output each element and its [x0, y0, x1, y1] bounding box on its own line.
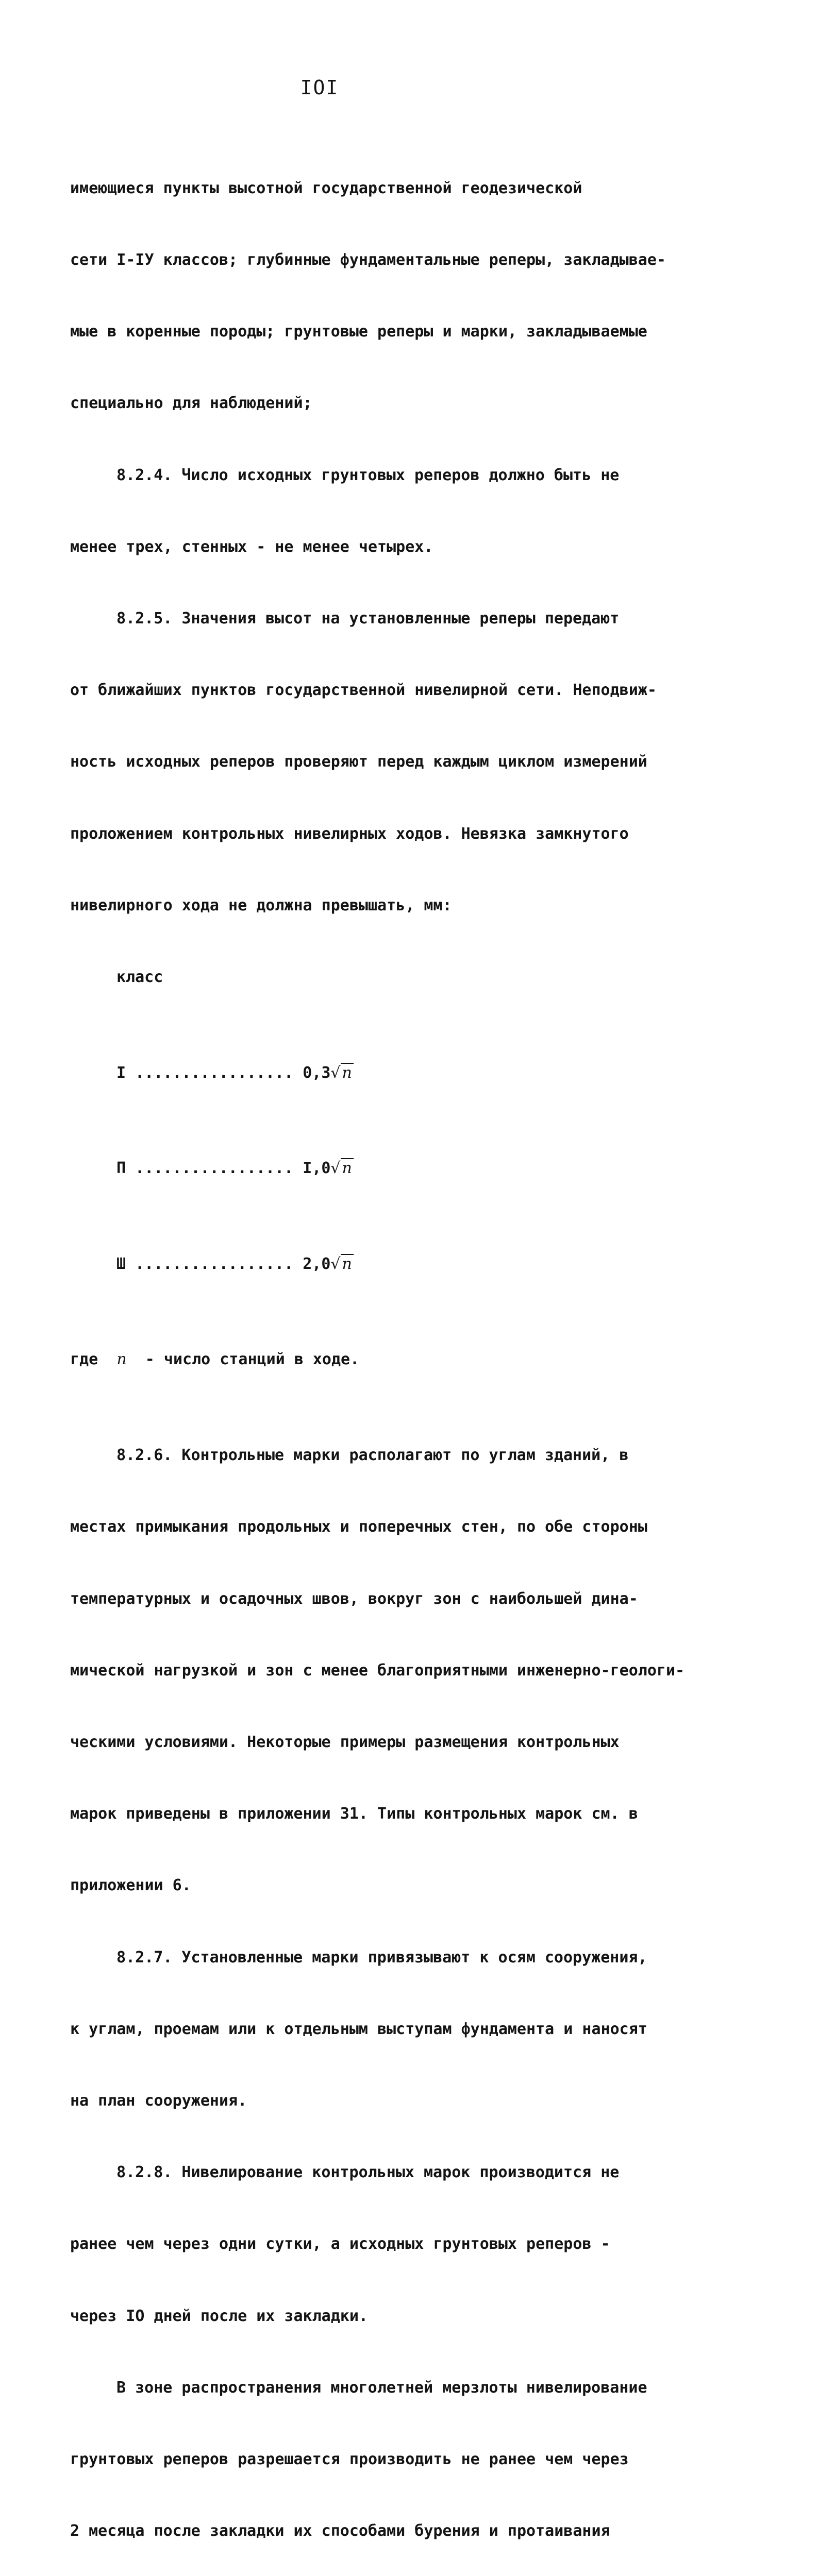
- paragraph-8-2-5: 8.2.5. Значения высот на установленные реперы передают: [116, 609, 620, 628]
- leader-dots: .................: [126, 1063, 303, 1082]
- text-line: проложением контрольных нивелирных ходов. Невязка замкнутого: [70, 824, 629, 843]
- text-line: приложении 6.: [70, 1876, 191, 1895]
- text-line: температурных и осадочных швов, вокруг зон с наибольшей дина-: [70, 1589, 638, 1608]
- radical-sign: √: [330, 1159, 341, 1178]
- coefficient: 0,3: [303, 1063, 331, 1082]
- text-line: от ближайших пунктов государственной нивелирной сети. Неподвиж-: [70, 681, 657, 700]
- text-line: ность исходных реперов проверяют перед каждым циклом измерений: [70, 753, 647, 771]
- text-line: местах примыкания продольных и поперечных стен, по обе стороны: [70, 1518, 647, 1536]
- text-line: мые в коренные породы; грунтовые реперы и марки, закладываемые: [70, 323, 647, 341]
- text-line: через IO дней после их закладки.: [70, 2307, 368, 2325]
- page-number: IOI: [300, 76, 339, 99]
- leader-dots: .................: [126, 1159, 303, 1178]
- where-line: [70, 1348, 720, 1371]
- variable-n: n: [341, 1254, 354, 1273]
- text-line: сети I-IУ классов; глубинные фундаментальные реперы, закладывае-: [70, 251, 666, 269]
- tolerance-row-class-2: [70, 1157, 720, 1180]
- square-root-symbol: [330, 1252, 353, 1276]
- text-line: ческими условиями. Некоторые примеры размещения контрольных: [70, 1733, 620, 1751]
- paragraph-8-2-7: 8.2.7. Установленные марки привязывают к осям сооружения,: [116, 1948, 647, 1967]
- tolerance-row-class-1: [70, 1061, 720, 1085]
- text-line: специально для наблюдений;: [70, 394, 312, 413]
- variable-n: n: [116, 1350, 127, 1369]
- square-root-symbol: [330, 1061, 353, 1085]
- text-line: 2 месяца после закладки их способами бурения и протаивания: [70, 2522, 610, 2540]
- leader-dots: .................: [126, 1255, 303, 1273]
- radical-sign: √: [330, 1255, 341, 1273]
- text-line: марок приведены в приложении 31. Типы контрольных марок см. в: [70, 1805, 638, 1823]
- paragraph-8-2-8: 8.2.8. Нивелирование контрольных марок производится не: [116, 2163, 620, 2182]
- text-line: нивелирного хода не должна превышать, мм:: [70, 896, 452, 914]
- coefficient: I,0: [303, 1159, 331, 1178]
- table-header-class: класс: [116, 968, 163, 987]
- text-line: на план сооружения.: [70, 2091, 247, 2110]
- text-line: ранее чем через одни сутки, а исходных грунтовых реперов -: [70, 2235, 610, 2253]
- text-line: к углам, проемам или к отдельным выступам фундамента и наносят: [70, 2020, 647, 2038]
- class-label: I: [116, 1063, 126, 1082]
- body-text: [70, 129, 720, 2576]
- square-root-symbol: [330, 1157, 353, 1180]
- paragraph-8-2-6: 8.2.6. Контрольные марки располагают по углам зданий, в: [116, 1446, 629, 1465]
- where-prefix: где: [70, 1350, 117, 1369]
- variable-n: n: [341, 1063, 354, 1082]
- coefficient: 2,0: [303, 1255, 331, 1273]
- class-label: П: [116, 1159, 126, 1178]
- text-line: имеющиеся пункты высотной государственной геодезической: [70, 179, 582, 197]
- where-suffix: - число станций в ходе.: [126, 1350, 360, 1369]
- paragraph-permafrost: В зоне распространения многолетней мерзлоты нивелирование: [116, 2378, 647, 2397]
- text-line: грунтовых реперов разрешается производить не ранее чем через: [70, 2450, 629, 2468]
- class-label: Ш: [116, 1255, 126, 1273]
- radical-sign: √: [330, 1063, 341, 1082]
- text-line: менее трех, стенных - не менее четырех.: [70, 537, 433, 556]
- tolerance-row-class-3: [70, 1252, 720, 1276]
- variable-n: n: [341, 1158, 354, 1177]
- text-line: мической нагрузкой и зон с менее благоприятными инженерно-геологи-: [70, 1661, 685, 1680]
- paragraph-8-2-4: 8.2.4. Число исходных грунтовых реперов должно быть не: [116, 466, 620, 484]
